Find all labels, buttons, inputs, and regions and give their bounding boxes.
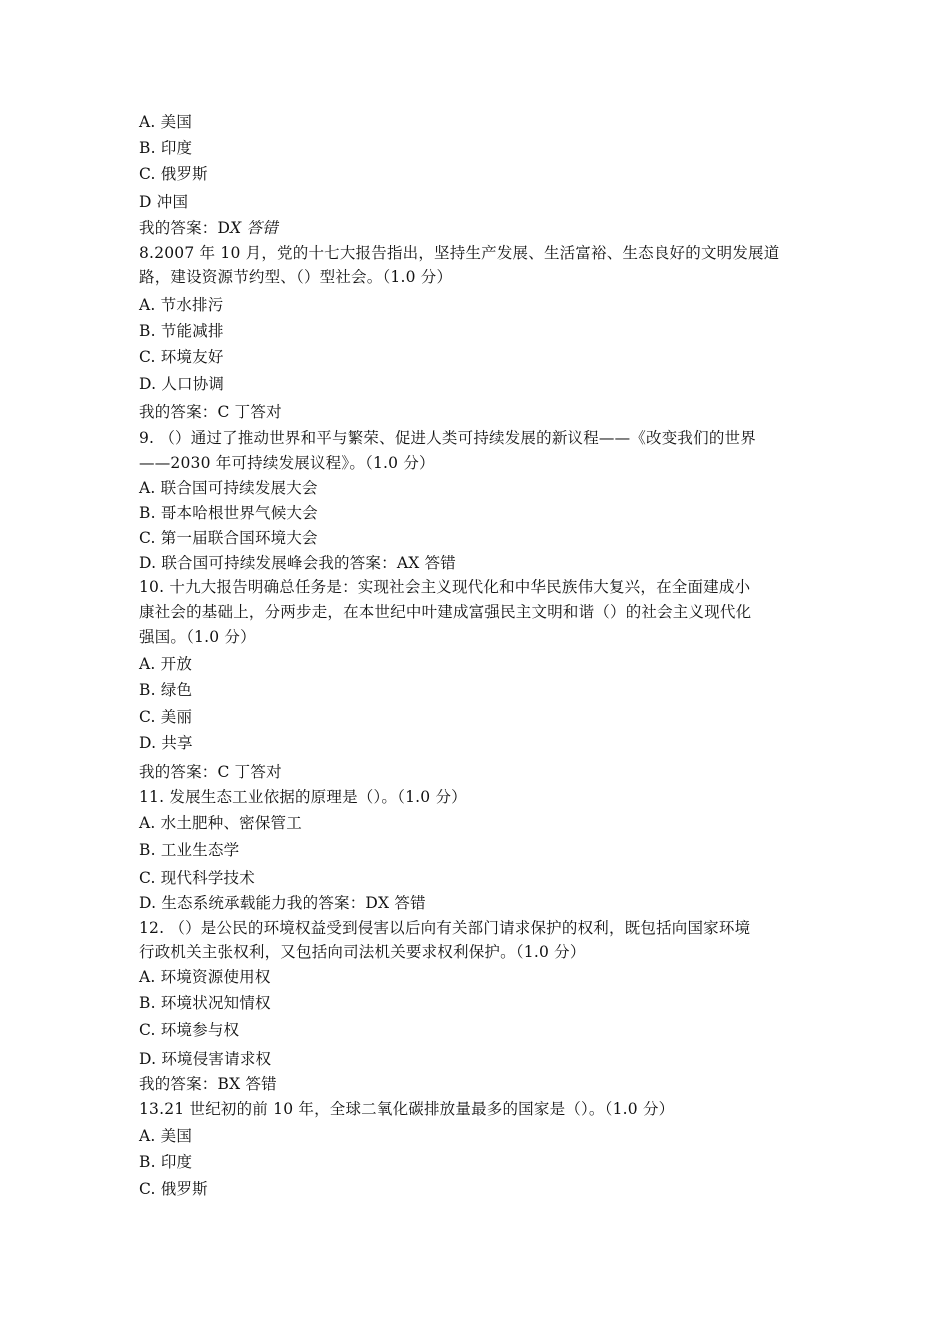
question-text: 13.21 世纪初的前 10 年，全球二氧化碳排放量最多的国家是（）。（1.0 分） (139, 1100, 675, 1118)
answer-line: 我的答案：BX 答错 (139, 1075, 277, 1093)
option-answer-line: D. 联合国可持续发展峰会我的答案：AX 答错 (139, 554, 456, 572)
option-line: D. 环境侵害请求权 (139, 1050, 272, 1068)
answer-line: 我的答案：C 丁答对 (139, 403, 282, 421)
option-line: C. 环境参与权 (139, 1021, 240, 1039)
option-line: C. 现代科学技术 (139, 869, 255, 887)
option-line: C. 俄罗斯 (139, 165, 208, 183)
option-line: A. 环境资源使用权 (139, 968, 271, 986)
question-text: 强国。（1.0 分） (139, 628, 256, 646)
question-text: 12. （）是公民的环境权益受到侵害以后向有关部门请求保护的权利，既包括向国家环境 (139, 919, 751, 937)
option-line: B. 节能减排 (139, 322, 224, 340)
option-line: A. 美国 (139, 1127, 193, 1145)
question-text: ——2030 年可持续发展议程》。（1.0 分） (139, 454, 435, 472)
option-line: C. 环境友好 (139, 348, 224, 366)
option-line: A. 美国 (139, 113, 193, 131)
option-line: D. 共享 (139, 734, 193, 752)
answer-line (139, 218, 278, 238)
option-answer-line: D. 生态系统承载能力我的答案：DX 答错 (139, 894, 426, 912)
option-line: C. 美丽 (139, 708, 193, 726)
option-line: B. 工业生态学 (139, 841, 240, 859)
option-line: B. 哥本哈根世界气候大会 (139, 504, 318, 522)
option-line: A. 开放 (139, 655, 193, 673)
option-line: A. 节水排污 (139, 296, 224, 314)
question-text: 路，建设资源节约型、（）型社会。（1.0 分） (139, 268, 453, 286)
option-line: B. 印度 (139, 139, 193, 157)
question-text: 10. 十九大报告明确总任务是：实现社会主义现代化和中华民族伟大复兴，在全面建成小 (139, 578, 751, 596)
answer-line: 我的答案：C 丁答对 (139, 763, 282, 781)
answer-label: 我的答案：D (139, 219, 231, 237)
option-line: A. 水土肥种、密保管工 (139, 814, 302, 832)
option-line: C. 第一届联合国环境大会 (139, 529, 318, 547)
option-line: B. 印度 (139, 1153, 193, 1171)
question-text: 11. 发展生态工业依据的原理是（）。（1.0 分） (139, 788, 467, 806)
question-text: 8.2007 年 10 月，党的十七大报告指出，坚持生产发展、生活富裕、生态良好的文明发展道 (139, 244, 780, 262)
question-text: 康社会的基础上，分两步走，在本世纪中叶建成富强民主文明和谐（）的社会主义现代化 (139, 603, 752, 621)
question-text: 行政机关主张权利，又包括向司法机关要求权利保护。（1.0 分） (139, 943, 586, 961)
question-text: 9. （）通过了推动世界和平与繁荣、促进人类可持续发展的新议程——《改变我们的世界 (139, 429, 756, 447)
option-line: D 冲国 (139, 193, 189, 211)
answer-result: X 答错 (230, 219, 278, 237)
option-line: B. 环境状况知情权 (139, 994, 271, 1012)
option-line: B. 绿色 (139, 681, 193, 699)
option-line: A. 联合国可持续发展大会 (139, 479, 318, 497)
option-line: C. 俄罗斯 (139, 1180, 208, 1198)
option-line: D. 人口协调 (139, 375, 225, 393)
